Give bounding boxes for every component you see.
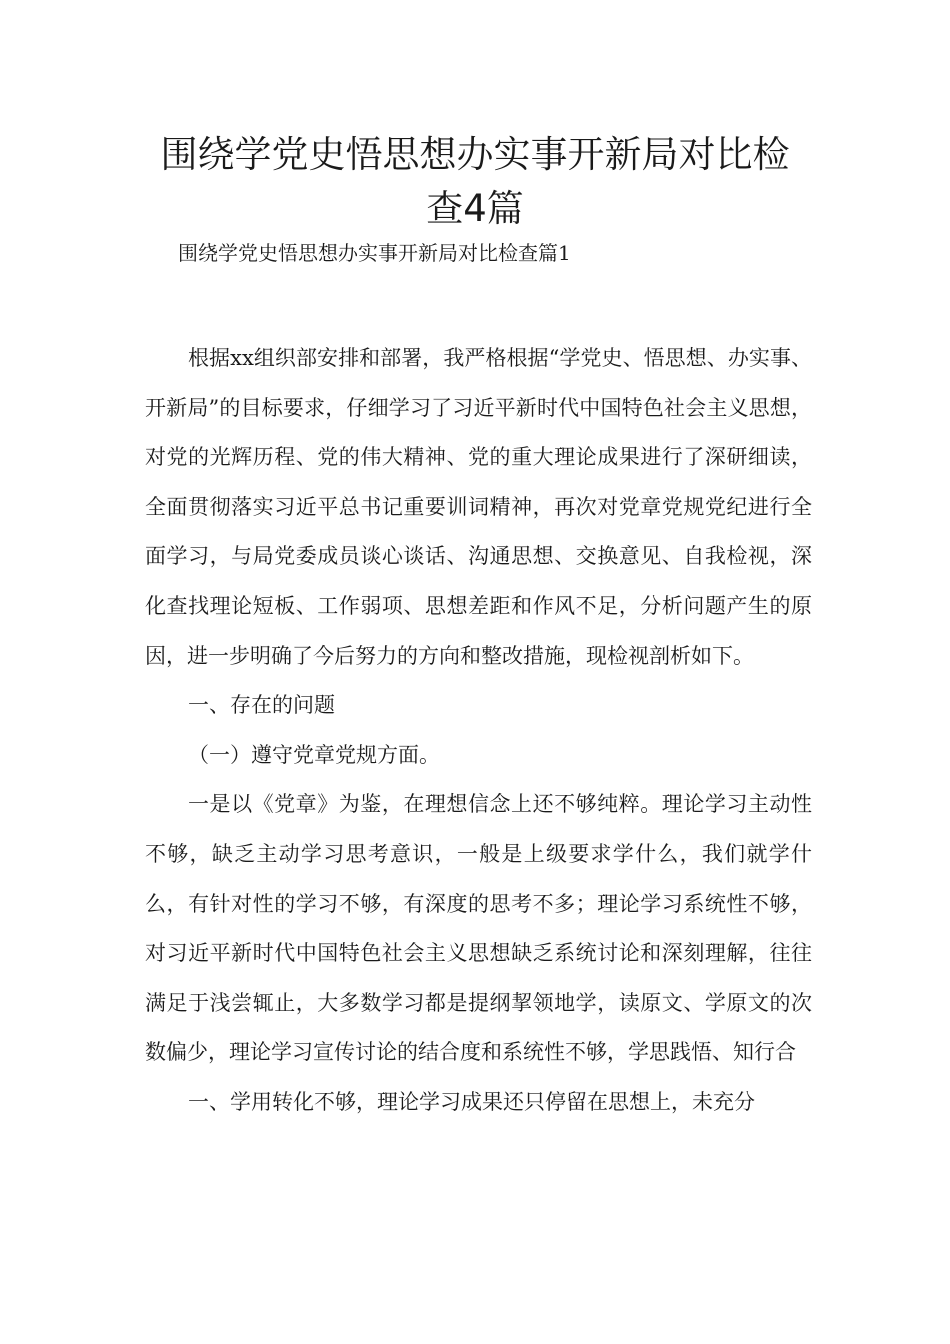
document-subtitle: 围绕学党史悟思想办实事开新局对比检查篇1 — [178, 241, 571, 265]
title-line-2: 查4篇 — [426, 187, 524, 230]
paragraph-point-one: 一是以《党章》为鉴，在理想信念上还不够纯粹。理论学习主动性不够，缺乏主动学习思考意识，一般是上级要求学什么，我们就学什么，有针对性的学习不够，有深度的思考不多；理论学习系统性不够，对习近平新时代中国特色社会主义思想缺乏系统讨论和深刻理解，往往满足于浅尝辄止，大多数学习都是提纲挈领地学，读原文、学原文的次数偏少，理论学习宣传讨论的结合度和系统性不够，学思践悟、知行合 — [145, 792, 812, 1065]
document-title — [0, 128, 950, 236]
subsection-heading-party-rules: （一）遵守党章党规方面。 — [188, 742, 440, 767]
document-body — [145, 334, 812, 1128]
section-heading-problems: 一、存在的问题 — [188, 693, 335, 718]
paragraph-intro: 根据xx组织部安排和部署，我严格根据“学党史、悟思想、办实事、开新局”的目标要求，仔细学习了习近平新时代中国特色社会主义思想，对党的光辉历程、党的伟大精神、党的重大理论成果进行了深研细读，全面贯彻落实习近平总书记重要训词精神，再次对党章党规党纪进行全面学习，与局党委成员谈心谈话、沟通思想、交换意见、自我检视，深化查找理论短板、工作弱项、思想差距和作风不足，分析问题产生的原因，进一步明确了今后努力的方向和整改措施，现检视剖析如下。 — [145, 346, 812, 668]
title-line-1: 围绕学党史悟思想办实事开新局对比检 — [160, 133, 790, 176]
paragraph-point-two: 一、学用转化不够，理论学习成果还只停留在思想上，未充分 — [188, 1089, 755, 1114]
